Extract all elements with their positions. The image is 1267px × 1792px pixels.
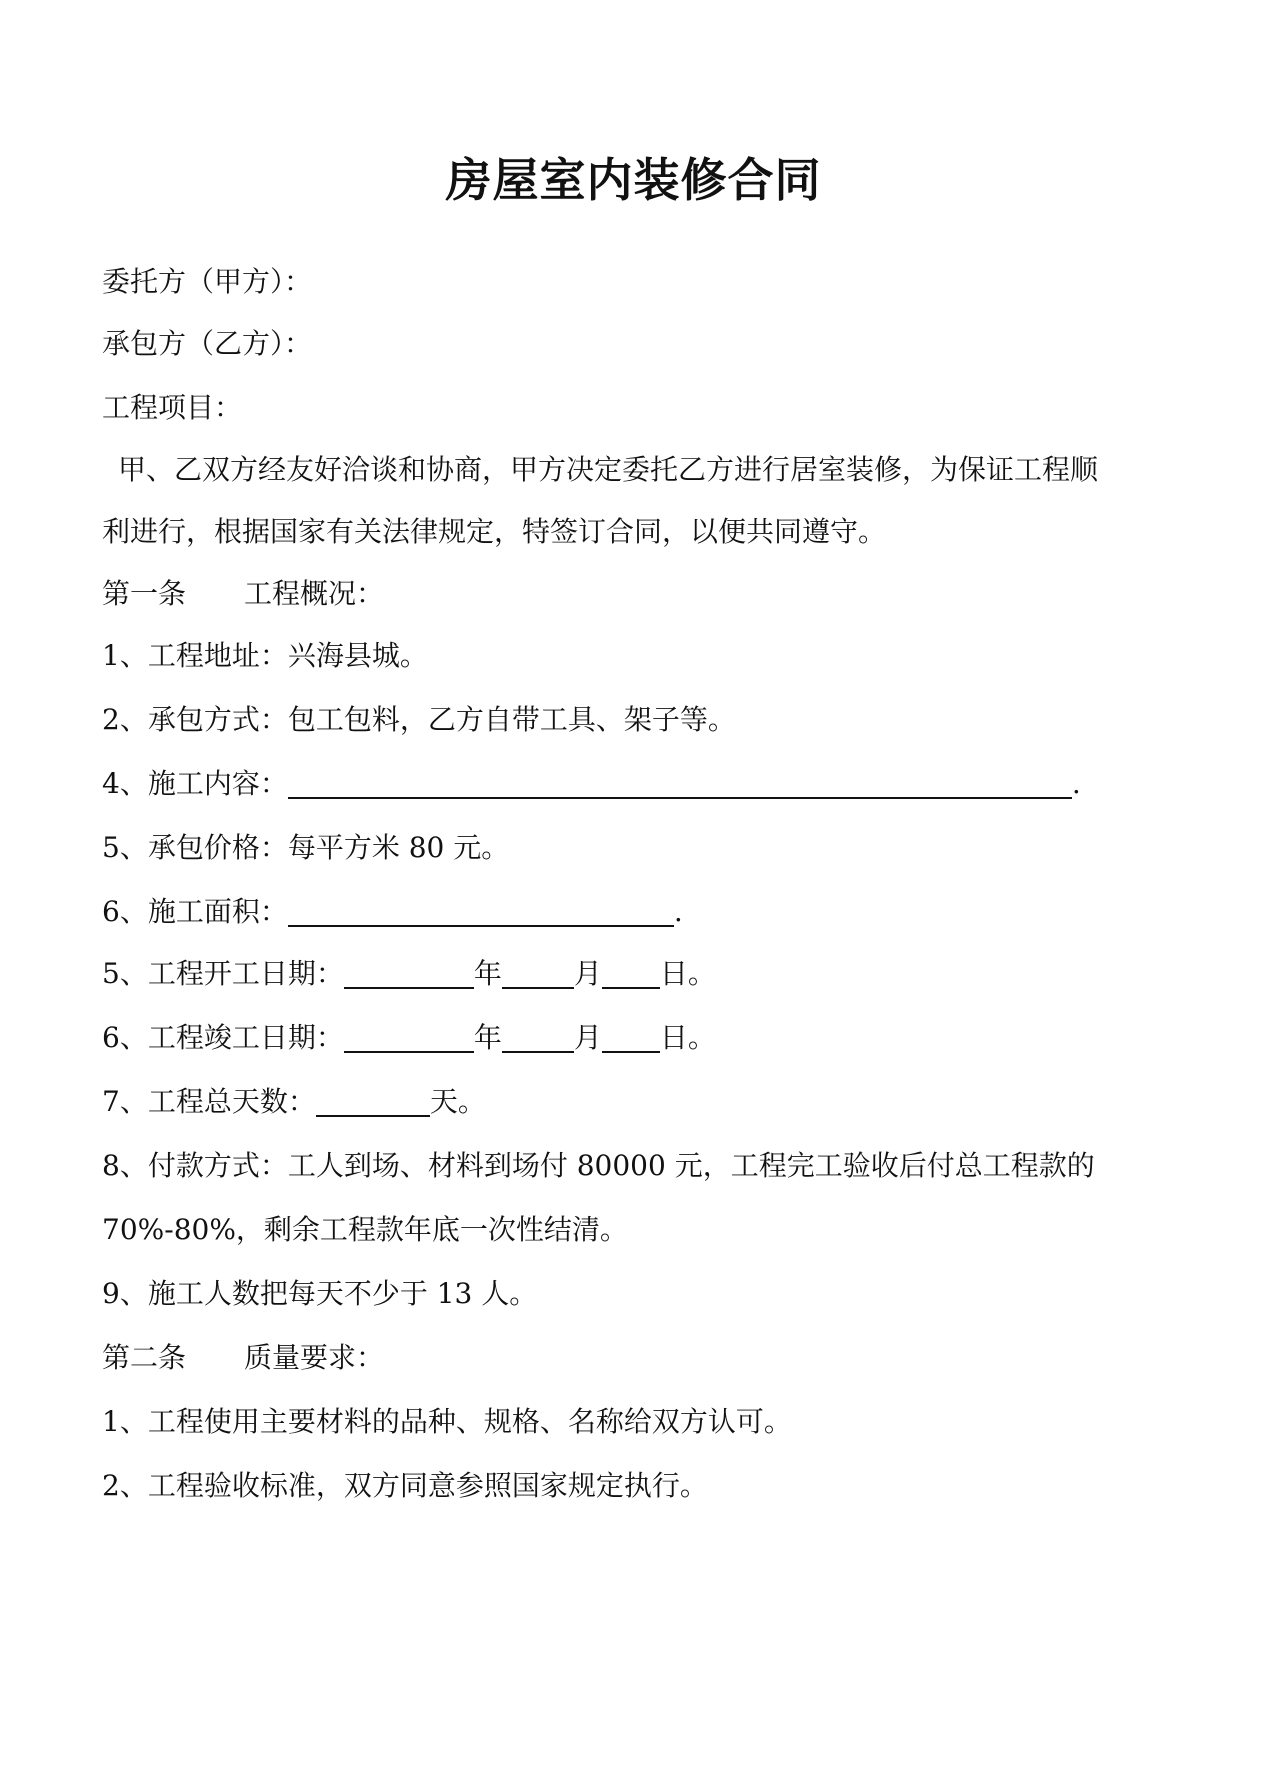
item-address: 1、工程地址：兴海县城。 xyxy=(102,639,428,672)
article-1-title: 工程概况： xyxy=(244,577,385,610)
start-month-blank xyxy=(502,957,574,989)
intro-line-2: 利进行，根据国家有关法律规定，特签订合同，以便共同遵守。 xyxy=(102,515,887,548)
article-2-number: 第二条 xyxy=(102,1341,187,1374)
item-start-date xyxy=(102,954,716,994)
project-label: 工程项目： xyxy=(102,391,243,424)
item-end-date xyxy=(102,1018,716,1058)
article-1-number: 第一条 xyxy=(102,577,187,610)
start-day-unit: 日。 xyxy=(659,957,716,990)
item-payment-line-1: 8、付款方式：工人到场、材料到场付 80000 元，工程完工验收后付总工程款的 xyxy=(102,1149,1095,1182)
area-label: 6、施工面积： xyxy=(102,895,288,928)
end-year-unit: 年 xyxy=(473,1021,502,1054)
start-year-unit: 年 xyxy=(473,957,502,990)
area-end: . xyxy=(673,895,683,928)
end-day-blank xyxy=(602,1021,660,1053)
intro-line-1: 甲、乙双方经友好洽谈和协商，甲方决定委托乙方进行居室装修，为保证工程顺 xyxy=(118,453,1099,486)
area-blank xyxy=(288,895,674,927)
start-date-label: 5、工程开工日期： xyxy=(102,957,344,990)
item-materials: 1、工程使用主要材料的品种、规格、名称给双方认可。 xyxy=(102,1405,792,1438)
client-label: 委托方（甲方）： xyxy=(102,265,313,298)
total-days-label: 7、工程总天数： xyxy=(102,1085,316,1118)
item-area xyxy=(102,892,683,932)
end-year-blank xyxy=(344,1021,474,1053)
item-workers: 9、施工人数把每天不少于 13 人。 xyxy=(102,1277,538,1310)
total-days-blank xyxy=(316,1085,430,1117)
item-content xyxy=(102,764,1081,804)
end-date-label: 6、工程竣工日期： xyxy=(102,1021,344,1054)
article-1-heading xyxy=(102,574,384,614)
start-month-unit: 月 xyxy=(573,957,602,990)
item-price: 5、承包价格：每平方米 80 元。 xyxy=(102,831,510,864)
end-month-unit: 月 xyxy=(573,1021,602,1054)
document-title: 房屋室内装修合同 xyxy=(445,153,822,207)
total-days-end: 天。 xyxy=(429,1085,486,1118)
end-day-unit: 日。 xyxy=(659,1021,716,1054)
item-payment-line-2: 70%-80%，剩余工程款年底一次性结清。 xyxy=(102,1213,628,1246)
end-month-blank xyxy=(502,1021,574,1053)
item-acceptance: 2、工程验收标准，双方同意参照国家规定执行。 xyxy=(102,1469,708,1502)
contractor-label: 承包方（乙方）： xyxy=(102,327,313,360)
item-contract-mode: 2、承包方式：包工包料，乙方自带工具、架子等。 xyxy=(102,703,736,736)
content-label: 4、施工内容： xyxy=(102,767,288,800)
article-2-heading xyxy=(102,1338,384,1378)
content-end: . xyxy=(1071,767,1081,800)
start-day-blank xyxy=(602,957,660,989)
content-blank xyxy=(288,767,1072,799)
article-2-title: 质量要求： xyxy=(244,1341,385,1374)
item-total-days xyxy=(102,1082,486,1122)
start-year-blank xyxy=(344,957,474,989)
